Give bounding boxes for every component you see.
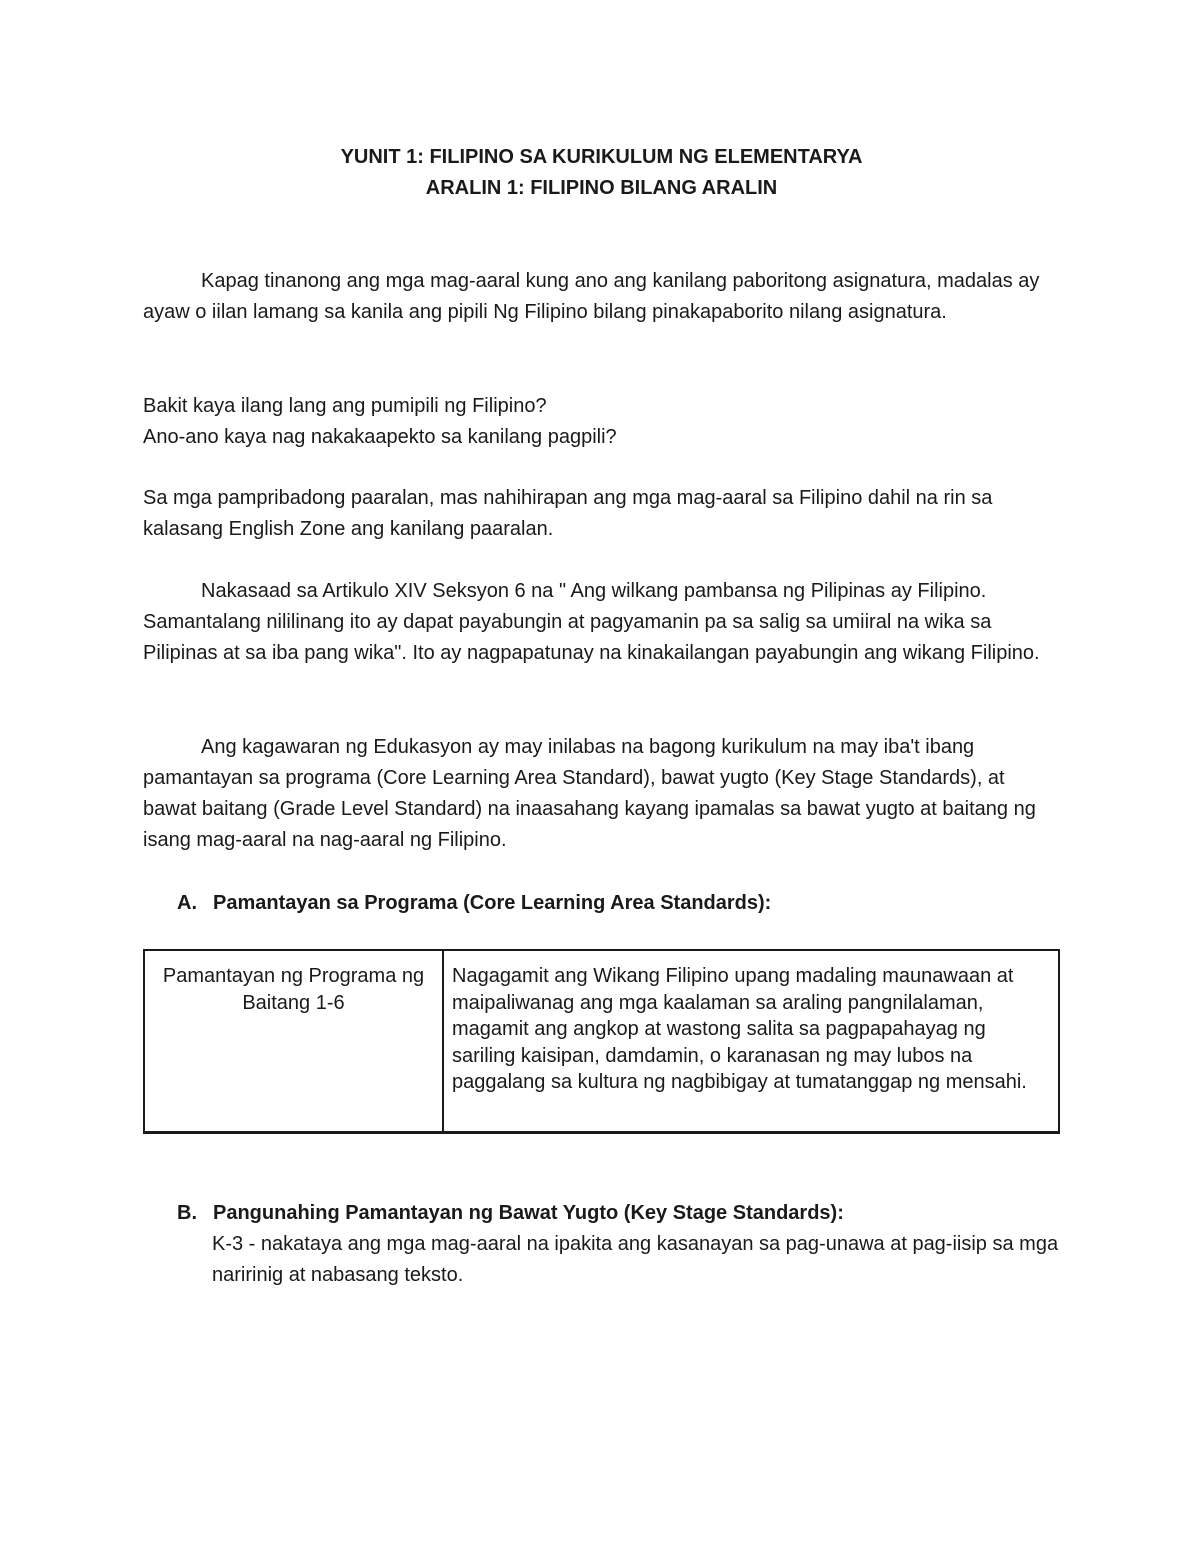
intro-paragraph: Kapag tinanong ang mga mag-aaral kung ano ang kanilang paboritong asignatura, madalas ay ayaw o iilan lamang sa kanila ang pipili Ng Filipino bilang pinakapaborito nilang asignatura.	[143, 270, 1040, 323]
section-b-label: B.	[177, 1202, 197, 1224]
section-a-label: A.	[177, 892, 197, 914]
constitution-paragraph: Nakasaad sa Artikulo XIV Seksyon 6 na " Ang wilkang pambansa ng Pilipinas ay Filipino. Samantalang nililinang ito ay dapat payabungin at pagyamanin pa sa salig sa umiiral na wika sa Pilipinas at sa iba pang wika". Ito ay nagpapatunay na kinakailangan payabungin ang wikang Filipino.	[143, 580, 1040, 664]
section-b-heading	[177, 1198, 844, 1228]
private-schools-paragraph: Sa mga pampribadong paaralan, mas nahihirapan ang mga mag-aaral sa Filipino dahil na rin sa kalasang English Zone ang kanilang paaralan.	[143, 487, 993, 540]
section-a-heading	[177, 888, 771, 918]
k3-standard-text: K-3 - nakataya ang mga mag-aaral na ipakita ang kasanayan sa pag-unawa at pag-iisip sa mga naririnig at nabasang teksto.	[212, 1233, 1059, 1286]
section-b-title: Pangunahing Pamantayan ng Bawat Yugto (Key Stage Standards):	[213, 1202, 844, 1224]
curriculum-paragraph: Ang kagawaran ng Edukasyon ay may inilabas na bagong kurikulum na may iba't ibang pamantayan sa programa (Core Learning Area Standard), bawat yugto (Key Stage Standards), at bawat baitang (Grade Level Standard) na inaasahang kayang ipamalas sa bawat yugto at baitang ng isang mag-aaral na nag-aaral ng Filipino.	[143, 736, 1036, 851]
core-standards-table	[143, 949, 1060, 1134]
table-row	[144, 950, 1059, 1133]
section-a-title: Pamantayan sa Programa (Core Learning Area Standards):	[213, 892, 772, 914]
table-cell-program-label: Pamantayan ng Programa ng Baitang 1-6	[144, 950, 443, 1133]
lesson-title: ARALIN 1: FILIPINO BILANG ARALIN	[425, 177, 778, 199]
unit-title: YUNIT 1: FILIPINO SA KURIKULUM NG ELEMENTARYA	[340, 146, 863, 168]
table-cell-program-description: Nagagamit ang Wikang Filipino upang madaling maunawaan at maipaliwanag ang mga kaalaman sa araling pangnilalaman, magamit ang angkop at wastong salita sa pagpapahayag ng sariling kaisipan, damdamin, o karanasan ng may lubos na paggalang sa kultura ng nagbibigay at tumatanggap ng mensahi.	[443, 950, 1059, 1133]
question-1: Bakit kaya ilang lang ang pumipili ng Filipino?	[143, 395, 547, 417]
question-2: Ano-ano kaya nag nakakaapekto sa kanilang pagpili?	[143, 426, 617, 448]
